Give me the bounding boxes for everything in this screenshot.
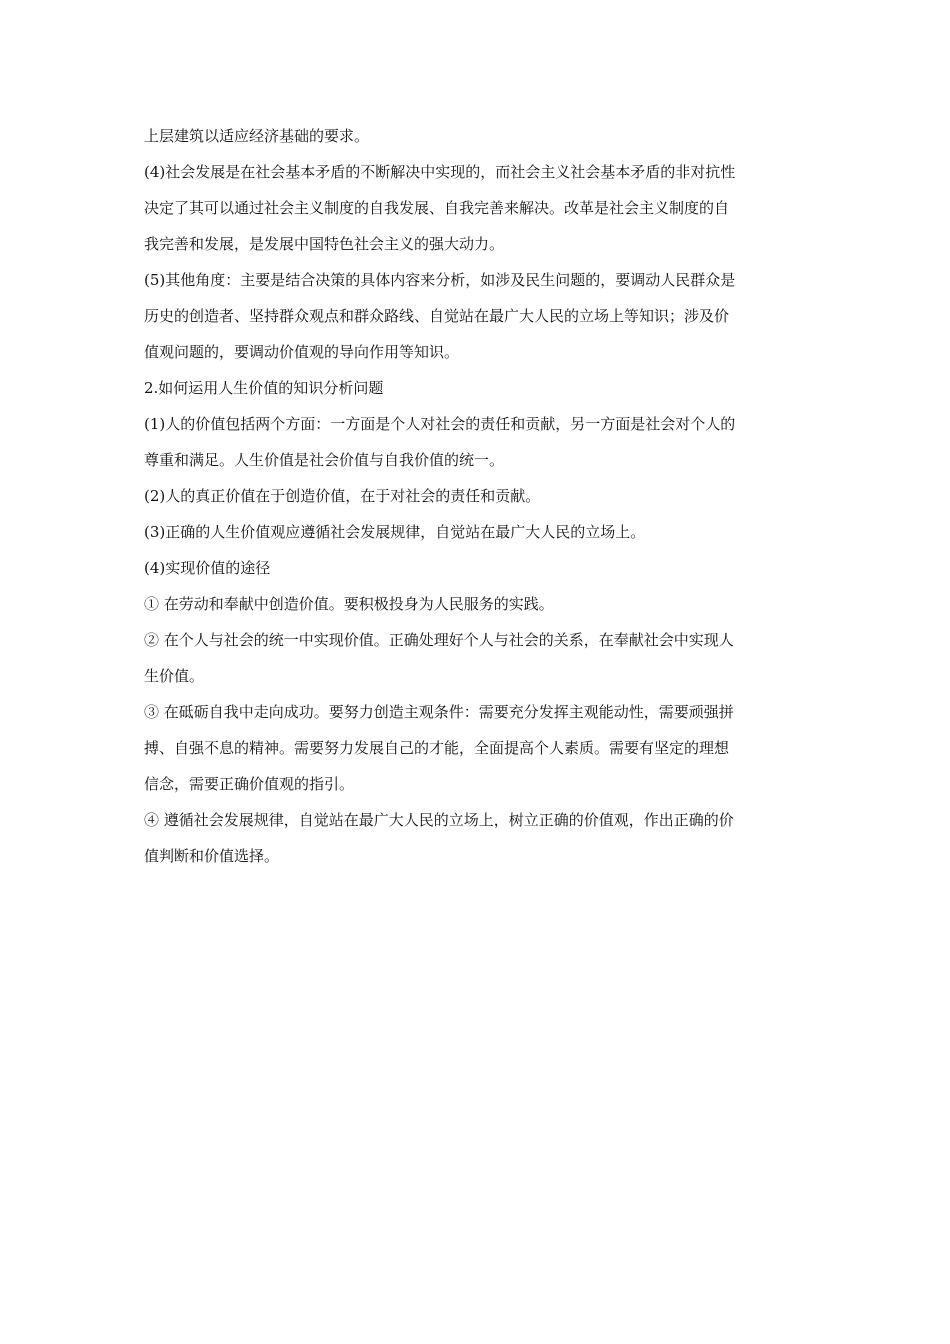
- list-item: ② 在个人与社会的统一中实现价值。正确处理好个人与社会的关系，在奉献社会中实现人: [144, 631, 734, 649]
- document-body: [144, 118, 808, 874]
- text-line: (2)人的真正价值在于创造价值，在于对社会的责任和贡献。: [144, 487, 541, 505]
- list-item: ① 在劳动和奉献中创造价值。要积极投身为人民服务的实践。: [144, 595, 554, 613]
- text-line: (4)社会发展是在社会基本矛盾的不断解决中实现的，而社会主义社会基本矛盾的非对抗性: [144, 163, 736, 181]
- list-item: ④ 遵循社会发展规律，自觉站在最广大人民的立场上，树立正确的价值观，作出正确的价: [144, 811, 734, 829]
- text-line: 值观问题的，要调动价值观的导向作用等知识。: [144, 343, 460, 361]
- text-line: (3)正确的人生价值观应遵循社会发展规律，自觉站在最广大人民的立场上。: [144, 523, 646, 541]
- text-line: (1)人的价值包括两个方面：一方面是个人对社会的责任和贡献，另一方面是社会对个人的: [144, 415, 736, 433]
- text-line: 上层建筑以适应经济基础的要求。: [144, 127, 370, 145]
- list-item: ③ 在砥砺自我中走向成功。要努力创造主观条件：需要充分发挥主观能动性，需要顽强拼: [144, 703, 734, 721]
- text-line: 历史的创造者、坚持群众观点和群众路线、自觉站在最广大人民的立场上等知识；涉及价: [144, 307, 730, 325]
- text-line: 尊重和满足。人生价值是社会价值与自我价值的统一。: [144, 451, 505, 469]
- text-line: 决定了其可以通过社会主义制度的自我发展、自我完善来解决。改革是社会主义制度的自: [144, 199, 730, 217]
- text-line: 值判断和价值选择。: [144, 847, 280, 865]
- text-line: (5)其他角度：主要是结合决策的具体内容来分析，如涉及民生问题的，要调动人民群众是: [144, 271, 736, 289]
- text-line: 搏、自强不息的精神。需要努力发展自己的才能，全面提高个人素质。需要有坚定的理想: [144, 739, 730, 757]
- text-line: (4)实现价值的途径: [144, 559, 271, 577]
- section-heading: 2.如何运用人生价值的知识分析问题: [144, 379, 384, 397]
- text-line: 生价值。: [144, 667, 205, 685]
- text-line: 我完善和发展，是发展中国特色社会主义的强大动力。: [144, 235, 505, 253]
- text-line: 信念，需要正确价值观的指引。: [144, 775, 355, 793]
